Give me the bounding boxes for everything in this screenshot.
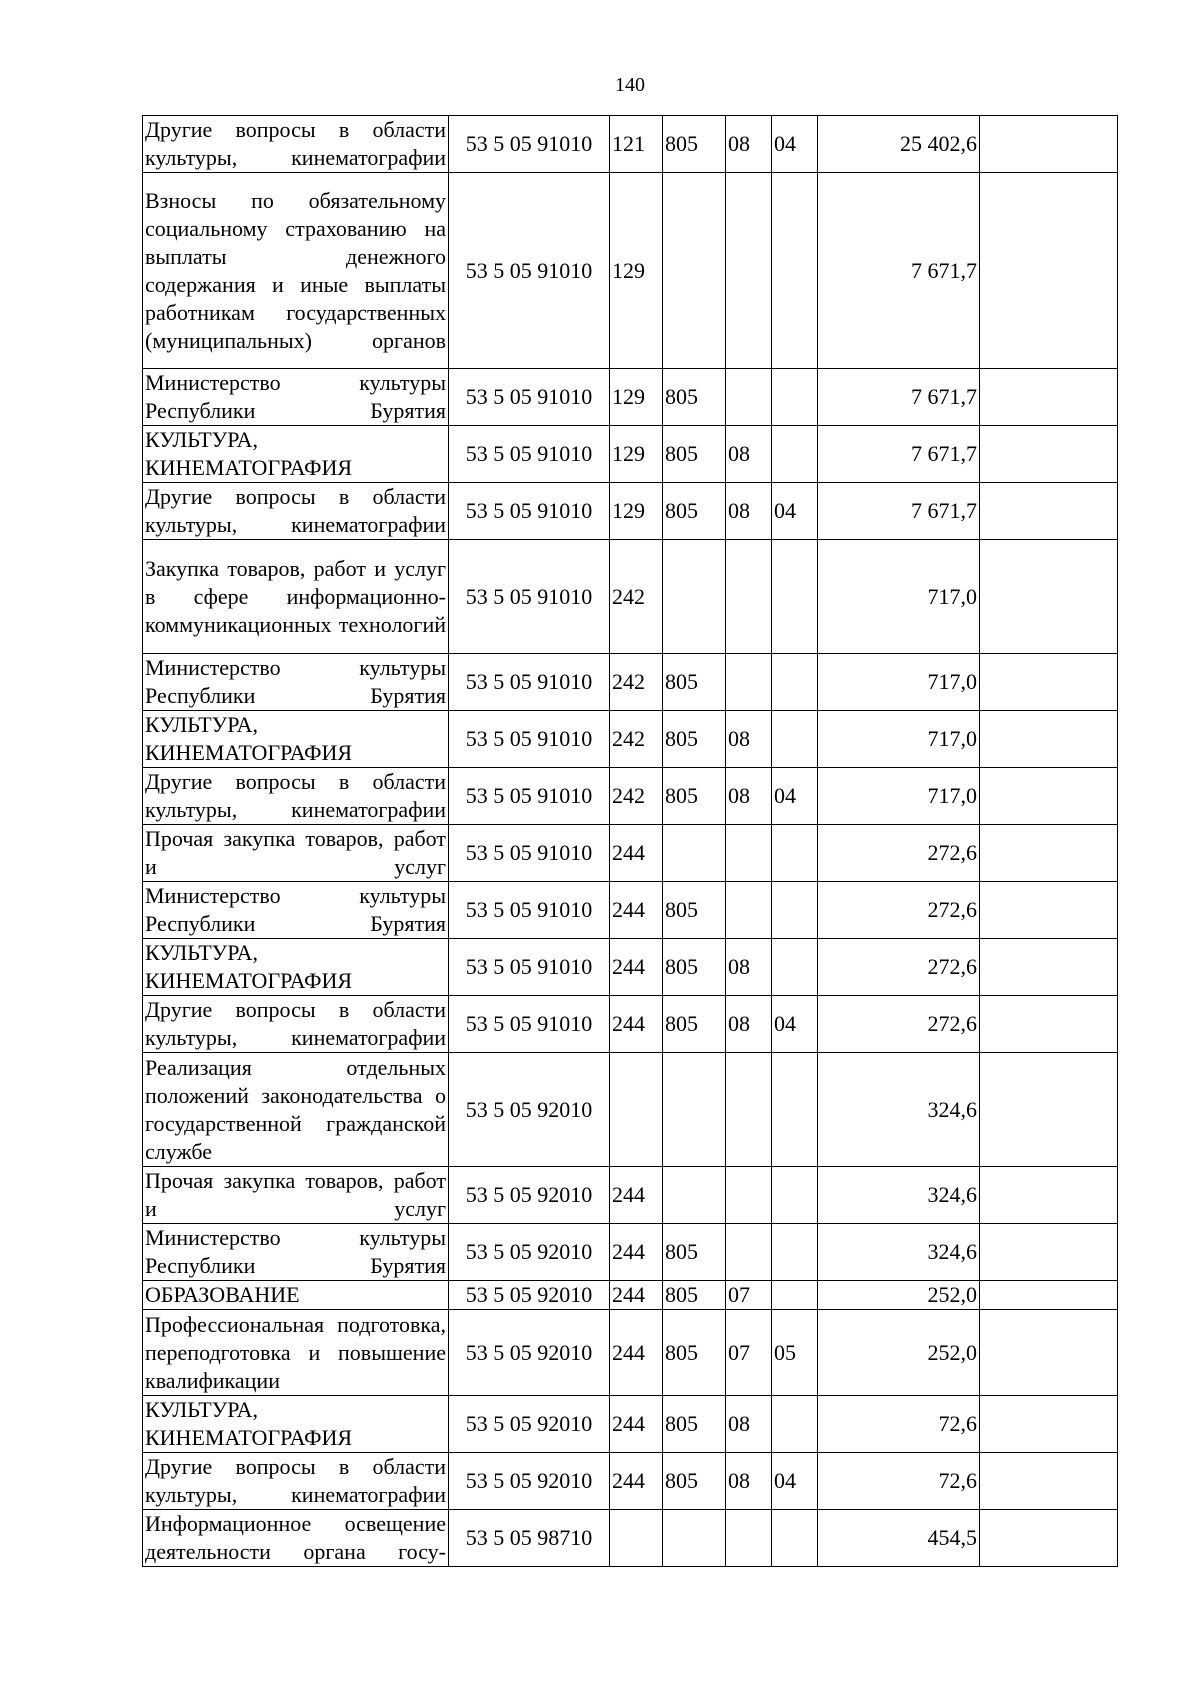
subsection-code bbox=[772, 654, 818, 711]
target-article-code: 53 5 05 91010 bbox=[449, 426, 610, 483]
amount: 7 671,7 bbox=[818, 426, 980, 483]
row-name: Министерство культуры Республики Бурятия bbox=[143, 1224, 449, 1281]
target-article-code: 53 5 05 91010 bbox=[449, 116, 610, 173]
table-row bbox=[143, 1281, 1118, 1310]
amount: 72,6 bbox=[818, 1396, 980, 1453]
subsection-code bbox=[772, 426, 818, 483]
row-name: Другие вопросы в области культуры, кинематографии bbox=[143, 1453, 449, 1510]
subsection-code bbox=[772, 882, 818, 939]
extra-cell bbox=[980, 173, 1118, 369]
amount: 252,0 bbox=[818, 1310, 980, 1396]
section-code: 08 bbox=[726, 939, 772, 996]
ministry-code: 805 bbox=[663, 1396, 726, 1453]
extra-cell bbox=[980, 1310, 1118, 1396]
target-article-code: 53 5 05 92010 bbox=[449, 1310, 610, 1396]
subsection-code bbox=[772, 1224, 818, 1281]
subsection-code bbox=[772, 1053, 818, 1167]
expense-type-code: 244 bbox=[610, 996, 663, 1053]
table-row bbox=[143, 654, 1118, 711]
amount: 252,0 bbox=[818, 1281, 980, 1310]
amount: 454,5 bbox=[818, 1510, 980, 1567]
subsection-code: 04 bbox=[772, 483, 818, 540]
row-name: КУЛЬТУРА, КИНЕМАТОГРАФИЯ bbox=[143, 939, 449, 996]
row-name: Прочая закупка товаров, работ и услуг bbox=[143, 825, 449, 882]
ministry-code: 805 bbox=[663, 711, 726, 768]
expense-type-code: 244 bbox=[610, 1396, 663, 1453]
amount: 7 671,7 bbox=[818, 173, 980, 369]
ministry-code bbox=[663, 825, 726, 882]
section-code: 08 bbox=[726, 1453, 772, 1510]
ministry-code: 805 bbox=[663, 483, 726, 540]
expense-type-code: 244 bbox=[610, 1453, 663, 1510]
amount: 717,0 bbox=[818, 540, 980, 654]
ministry-code: 805 bbox=[663, 996, 726, 1053]
target-article-code: 53 5 05 91010 bbox=[449, 654, 610, 711]
row-name: ОБРАЗОВАНИЕ bbox=[143, 1281, 449, 1310]
expense-type-code: 244 bbox=[610, 882, 663, 939]
extra-cell bbox=[980, 996, 1118, 1053]
table-row bbox=[143, 711, 1118, 768]
section-code: 08 bbox=[726, 116, 772, 173]
amount: 717,0 bbox=[818, 711, 980, 768]
amount: 272,6 bbox=[818, 996, 980, 1053]
subsection-code bbox=[772, 1167, 818, 1224]
section-code bbox=[726, 1053, 772, 1167]
target-article-code: 53 5 05 91010 bbox=[449, 540, 610, 654]
amount: 272,6 bbox=[818, 939, 980, 996]
target-article-code: 53 5 05 91010 bbox=[449, 173, 610, 369]
table-row bbox=[143, 369, 1118, 426]
section-code: 08 bbox=[726, 483, 772, 540]
row-name: Закупка товаров, работ и услуг в сфере информационно-коммуникационных технологий bbox=[143, 540, 449, 654]
expense-type-code bbox=[610, 1053, 663, 1167]
section-code: 07 bbox=[726, 1281, 772, 1310]
row-name: Прочая закупка товаров, работ и услуг bbox=[143, 1167, 449, 1224]
amount: 324,6 bbox=[818, 1224, 980, 1281]
extra-cell bbox=[980, 1053, 1118, 1167]
ministry-code: 805 bbox=[663, 882, 726, 939]
amount: 272,6 bbox=[818, 825, 980, 882]
expense-type-code: 242 bbox=[610, 654, 663, 711]
expense-type-code: 242 bbox=[610, 711, 663, 768]
target-article-code: 53 5 05 91010 bbox=[449, 882, 610, 939]
table-row bbox=[143, 1053, 1118, 1167]
amount: 324,6 bbox=[818, 1167, 980, 1224]
extra-cell bbox=[980, 654, 1118, 711]
extra-cell bbox=[980, 1453, 1118, 1510]
expense-type-code: 244 bbox=[610, 1167, 663, 1224]
subsection-code: 04 bbox=[772, 768, 818, 825]
table-row bbox=[143, 1310, 1118, 1396]
row-name: Министерство культуры Республики Бурятия bbox=[143, 882, 449, 939]
expense-type-code: 244 bbox=[610, 825, 663, 882]
amount: 272,6 bbox=[818, 882, 980, 939]
target-article-code: 53 5 05 91010 bbox=[449, 369, 610, 426]
extra-cell bbox=[980, 939, 1118, 996]
expense-type-code: 244 bbox=[610, 1281, 663, 1310]
target-article-code: 53 5 05 92010 bbox=[449, 1224, 610, 1281]
target-article-code: 53 5 05 92010 bbox=[449, 1453, 610, 1510]
table-row bbox=[143, 768, 1118, 825]
target-article-code: 53 5 05 91010 bbox=[449, 939, 610, 996]
extra-cell bbox=[980, 426, 1118, 483]
row-name: Другие вопросы в области культуры, кинематографии bbox=[143, 116, 449, 173]
row-name: КУЛЬТУРА, КИНЕМАТОГРАФИЯ bbox=[143, 426, 449, 483]
section-code: 08 bbox=[726, 426, 772, 483]
extra-cell bbox=[980, 369, 1118, 426]
row-name: Взносы по обязательному социальному страхованию на выплаты денежного содержания и иные выплаты работникам государственных (муниципальных) органов bbox=[143, 173, 449, 369]
target-article-code: 53 5 05 92010 bbox=[449, 1053, 610, 1167]
section-code bbox=[726, 882, 772, 939]
ministry-code: 805 bbox=[663, 116, 726, 173]
expense-type-code: 244 bbox=[610, 1224, 663, 1281]
row-name: Министерство культуры Республики Бурятия bbox=[143, 654, 449, 711]
target-article-code: 53 5 05 91010 bbox=[449, 711, 610, 768]
row-name: Информационное освещение деятельности органа госу- bbox=[143, 1510, 449, 1567]
row-name: Реализация отдельных положений законодательства о государственной гражданской службе bbox=[143, 1053, 449, 1167]
amount: 72,6 bbox=[818, 1453, 980, 1510]
extra-cell bbox=[980, 882, 1118, 939]
table-row bbox=[143, 1167, 1118, 1224]
section-code bbox=[726, 825, 772, 882]
target-article-code: 53 5 05 91010 bbox=[449, 996, 610, 1053]
expense-type-code: 129 bbox=[610, 369, 663, 426]
amount: 717,0 bbox=[818, 654, 980, 711]
subsection-code bbox=[772, 939, 818, 996]
row-name: КУЛЬТУРА, КИНЕМАТОГРАФИЯ bbox=[143, 711, 449, 768]
extra-cell bbox=[980, 825, 1118, 882]
table-row bbox=[143, 825, 1118, 882]
extra-cell bbox=[980, 116, 1118, 173]
table-row bbox=[143, 116, 1118, 173]
section-code: 07 bbox=[726, 1310, 772, 1396]
expense-type-code: 121 bbox=[610, 116, 663, 173]
section-code bbox=[726, 1510, 772, 1567]
extra-cell bbox=[980, 1224, 1118, 1281]
table-row bbox=[143, 996, 1118, 1053]
row-name: Профессиональная подготовка, переподготовка и повышение квалификации bbox=[143, 1310, 449, 1396]
table-row bbox=[143, 882, 1118, 939]
row-name: Другие вопросы в области культуры, кинематографии bbox=[143, 483, 449, 540]
extra-cell bbox=[980, 1396, 1118, 1453]
section-code bbox=[726, 654, 772, 711]
amount: 717,0 bbox=[818, 768, 980, 825]
ministry-code: 805 bbox=[663, 426, 726, 483]
section-code bbox=[726, 173, 772, 369]
target-article-code: 53 5 05 92010 bbox=[449, 1281, 610, 1310]
target-article-code: 53 5 05 92010 bbox=[449, 1396, 610, 1453]
subsection-code bbox=[772, 825, 818, 882]
subsection-code: 04 bbox=[772, 116, 818, 173]
table-row bbox=[143, 426, 1118, 483]
ministry-code bbox=[663, 540, 726, 654]
expense-type-code: 244 bbox=[610, 939, 663, 996]
target-article-code: 53 5 05 91010 bbox=[449, 825, 610, 882]
subsection-code bbox=[772, 369, 818, 426]
subsection-code bbox=[772, 1281, 818, 1310]
amount: 7 671,7 bbox=[818, 483, 980, 540]
ministry-code bbox=[663, 1053, 726, 1167]
ministry-code: 805 bbox=[663, 768, 726, 825]
table-row bbox=[143, 540, 1118, 654]
section-code bbox=[726, 540, 772, 654]
expense-type-code: 129 bbox=[610, 173, 663, 369]
row-name: Министерство культуры Республики Бурятия bbox=[143, 369, 449, 426]
expense-type-code bbox=[610, 1510, 663, 1567]
row-name: Другие вопросы в области культуры, кинематографии bbox=[143, 768, 449, 825]
subsection-code bbox=[772, 1510, 818, 1567]
ministry-code bbox=[663, 1510, 726, 1567]
subsection-code bbox=[772, 540, 818, 654]
section-code: 08 bbox=[726, 768, 772, 825]
amount: 7 671,7 bbox=[818, 369, 980, 426]
table-row bbox=[143, 173, 1118, 369]
ministry-code: 805 bbox=[663, 1310, 726, 1396]
page-number: 140 bbox=[615, 74, 645, 96]
extra-cell bbox=[980, 483, 1118, 540]
subsection-code bbox=[772, 1396, 818, 1453]
table-row bbox=[143, 1453, 1118, 1510]
table-row bbox=[143, 1224, 1118, 1281]
table-row bbox=[143, 1510, 1118, 1567]
subsection-code: 04 bbox=[772, 1453, 818, 1510]
extra-cell bbox=[980, 711, 1118, 768]
ministry-code bbox=[663, 173, 726, 369]
extra-cell bbox=[980, 768, 1118, 825]
expense-type-code: 242 bbox=[610, 768, 663, 825]
ministry-code: 805 bbox=[663, 1224, 726, 1281]
section-code: 08 bbox=[726, 996, 772, 1053]
expense-type-code: 242 bbox=[610, 540, 663, 654]
ministry-code: 805 bbox=[663, 1453, 726, 1510]
subsection-code bbox=[772, 711, 818, 768]
table-row bbox=[143, 483, 1118, 540]
section-code bbox=[726, 369, 772, 426]
row-name: КУЛЬТУРА, КИНЕМАТОГРАФИЯ bbox=[143, 1396, 449, 1453]
section-code: 08 bbox=[726, 711, 772, 768]
section-code bbox=[726, 1167, 772, 1224]
extra-cell bbox=[980, 1167, 1118, 1224]
expense-type-code: 129 bbox=[610, 426, 663, 483]
subsection-code bbox=[772, 173, 818, 369]
extra-cell bbox=[980, 1510, 1118, 1567]
target-article-code: 53 5 05 91010 bbox=[449, 483, 610, 540]
ministry-code: 805 bbox=[663, 939, 726, 996]
ministry-code: 805 bbox=[663, 1281, 726, 1310]
ministry-code: 805 bbox=[663, 369, 726, 426]
section-code bbox=[726, 1224, 772, 1281]
table-row bbox=[143, 1396, 1118, 1453]
extra-cell bbox=[980, 1281, 1118, 1310]
target-article-code: 53 5 05 98710 bbox=[449, 1510, 610, 1567]
extra-cell bbox=[980, 540, 1118, 654]
amount: 324,6 bbox=[818, 1053, 980, 1167]
ministry-code bbox=[663, 1167, 726, 1224]
target-article-code: 53 5 05 92010 bbox=[449, 1167, 610, 1224]
expense-type-code: 244 bbox=[610, 1310, 663, 1396]
target-article-code: 53 5 05 91010 bbox=[449, 768, 610, 825]
table-row bbox=[143, 939, 1118, 996]
ministry-code: 805 bbox=[663, 654, 726, 711]
subsection-code: 05 bbox=[772, 1310, 818, 1396]
row-name: Другие вопросы в области культуры, кинематографии bbox=[143, 996, 449, 1053]
expense-type-code: 129 bbox=[610, 483, 663, 540]
section-code: 08 bbox=[726, 1396, 772, 1453]
subsection-code: 04 bbox=[772, 996, 818, 1053]
amount: 25 402,6 bbox=[818, 116, 980, 173]
budget-table bbox=[142, 115, 1118, 1567]
